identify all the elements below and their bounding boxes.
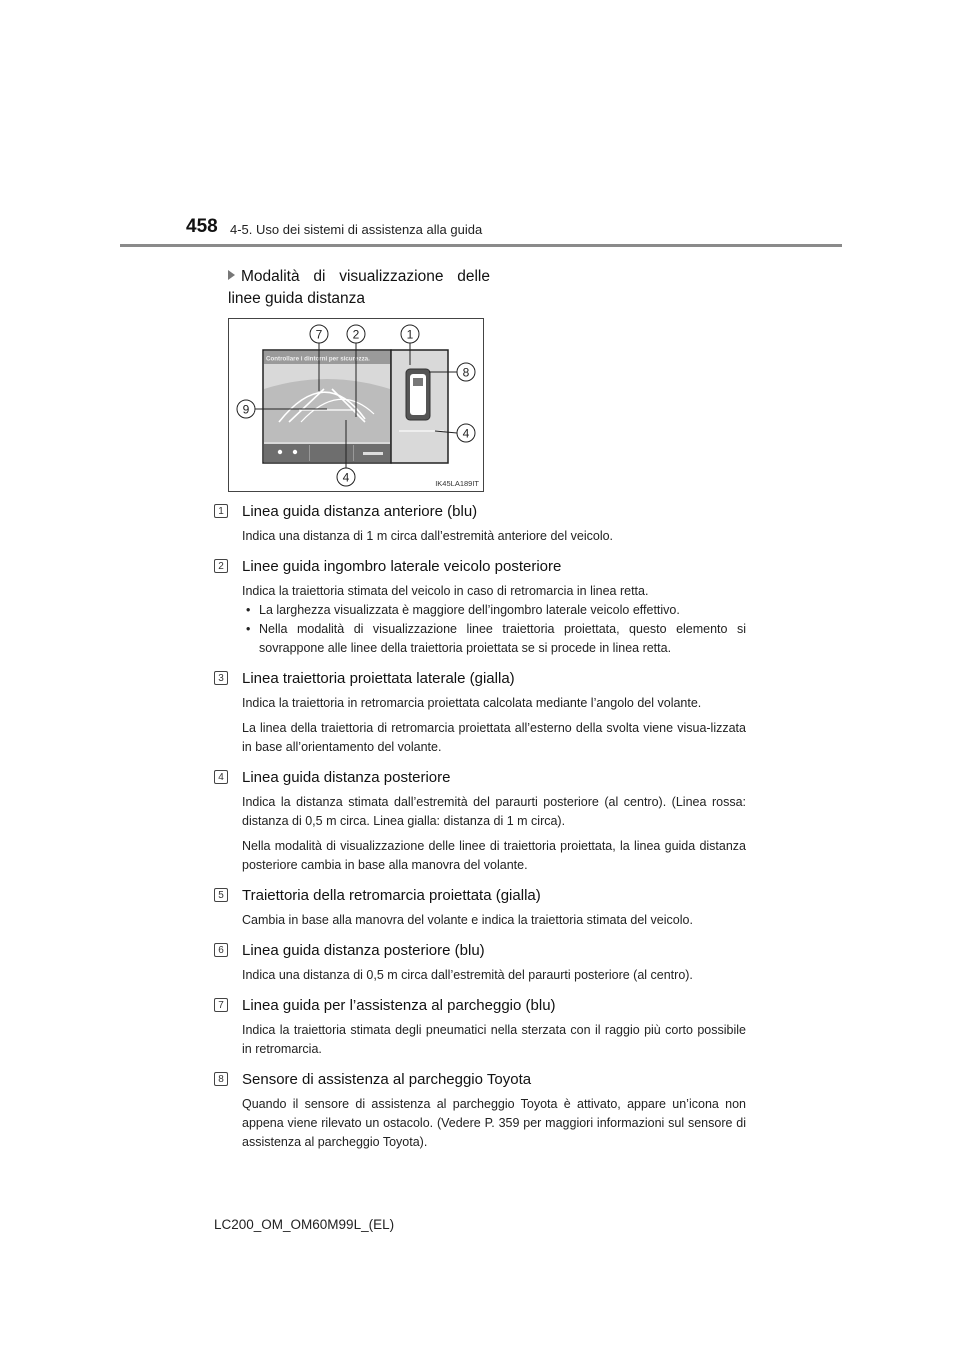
bar-divider-2 [353, 445, 354, 461]
item-number-badge: 3 [214, 671, 228, 685]
item-title: Linea guida per l’assistenza al parcheggio (blu) [242, 996, 556, 1014]
item-description: Indica la traiettoria stimata degli pneumatici nella sterzata con il raggio più corto possibile in retromarcia. [242, 1023, 746, 1056]
callout-label-9: 9 [242, 402, 250, 417]
callout-label-4b: 4 [342, 470, 350, 485]
callout-label-8: 8 [462, 365, 470, 380]
item-number-badge: 5 [214, 888, 228, 902]
item-title: Sensore di assistenza al parcheggio Toyota [242, 1070, 532, 1088]
item-title: Linea guida distanza posteriore (blu) [242, 941, 485, 959]
camera-display-figure [228, 318, 484, 492]
screen-banner-text: Controllare i dintorni per sicurezza. [266, 355, 370, 363]
item-description: Cambia in base alla manovra del volante e indica la traiettoria stimata del veicolo. [242, 913, 693, 927]
vehicle-window [413, 378, 423, 386]
item-title: Linea guida distanza posteriore [242, 768, 451, 786]
item-description: Indica la traiettoria in retromarcia proiettata calcolata mediante l’angolo del volante. [242, 696, 702, 710]
item-description: Nella modalità di visualizzazione delle linee di traiettoria proiettata, la linea guida distanza posteriore cambia in base alla manovra del volante. [242, 839, 746, 872]
legend-list [214, 500, 746, 1161]
item-number-badge: 4 [214, 770, 228, 784]
page-number: 458 [186, 216, 218, 237]
item-description: Indica una distanza di 0,5 m circa dall’estremità del paraurti posteriore (al centro). [242, 968, 693, 982]
legend-item [214, 766, 746, 875]
bullet-item: • Nella modalità di visualizzazione linee traiettoria proiettata, questo elemento si sovrappone alle linee della traiettoria proiettata se si procede in linea retta. [242, 620, 746, 658]
item-number-badge: 1 [214, 504, 228, 518]
camera-switch-icon-2 [293, 450, 297, 454]
legend-item [214, 884, 746, 930]
item-title: Traiettoria della retromarcia proiettata (gialla) [242, 886, 541, 904]
item-number-badge: 2 [214, 559, 228, 573]
item-title: Linee guida ingombro laterale veicolo posteriore [242, 557, 562, 575]
mode-heading-text: Modalità di visualizzazione delle linee guida distanza [228, 268, 490, 307]
camera-switch-icon [278, 450, 282, 454]
triangle-bullet-icon [228, 270, 235, 280]
callout-label-7: 7 [315, 327, 323, 342]
footer-code: LC200_OM_OM60M99L_(EL) [214, 1217, 395, 1232]
bar-button-shape [363, 452, 383, 455]
camera-display-illustration [229, 319, 483, 491]
header-divider [120, 244, 842, 247]
legend-item [214, 500, 746, 546]
item-description: La linea della traiettoria di retromarcia proiettata all’esterno della svolta viene visua-lizzata in base all’orientamento del volante. [242, 721, 746, 754]
legend-item [214, 555, 746, 658]
legend-item [214, 939, 746, 985]
section-title: 4-5. Uso dei sistemi di assistenza alla guida [230, 222, 483, 237]
callout-label-1: 1 [406, 327, 414, 342]
legend-item [214, 1068, 746, 1152]
item-description: Indica la traiettoria stimata del veicolo in caso di retromarcia in linea retta. [242, 584, 649, 598]
bar-divider-1 [309, 445, 310, 461]
callout-label-4a: 4 [462, 426, 470, 441]
item-description: Indica una distanza di 1 m circa dall’estremità anteriore del veicolo. [242, 529, 614, 543]
item-title: Linea traiettoria proiettata laterale (gialla) [242, 669, 515, 687]
item-number-badge: 8 [214, 1072, 228, 1086]
bullet-item: • La larghezza visualizzata è maggiore dell’ingombro laterale veicolo effettivo. [242, 601, 746, 620]
legend-item [214, 667, 746, 757]
callout-label-2: 2 [352, 327, 360, 342]
figure-code: IK45LA189IT [435, 479, 479, 488]
legend-item [214, 994, 746, 1059]
item-title: Linea guida distanza anteriore (blu) [242, 502, 478, 520]
item-number-badge: 6 [214, 943, 228, 957]
item-number-badge: 7 [214, 998, 228, 1012]
item-description: Quando il sensore di assistenza al parcheggio Toyota è attivato, appare un’icona non appena viene rilevato un ostacolo. (Vedere P. 359 per maggiori informazioni sul sensore di assistenza al parcheggio Toyota). [242, 1097, 746, 1149]
mode-heading [228, 266, 490, 310]
item-description: Indica la distanza stimata dall’estremità del paraurti posteriore (al centro). (Linea rossa: distanza di 0,5 m circa. Linea gialla: distanza di 1 m circa). [242, 795, 746, 828]
